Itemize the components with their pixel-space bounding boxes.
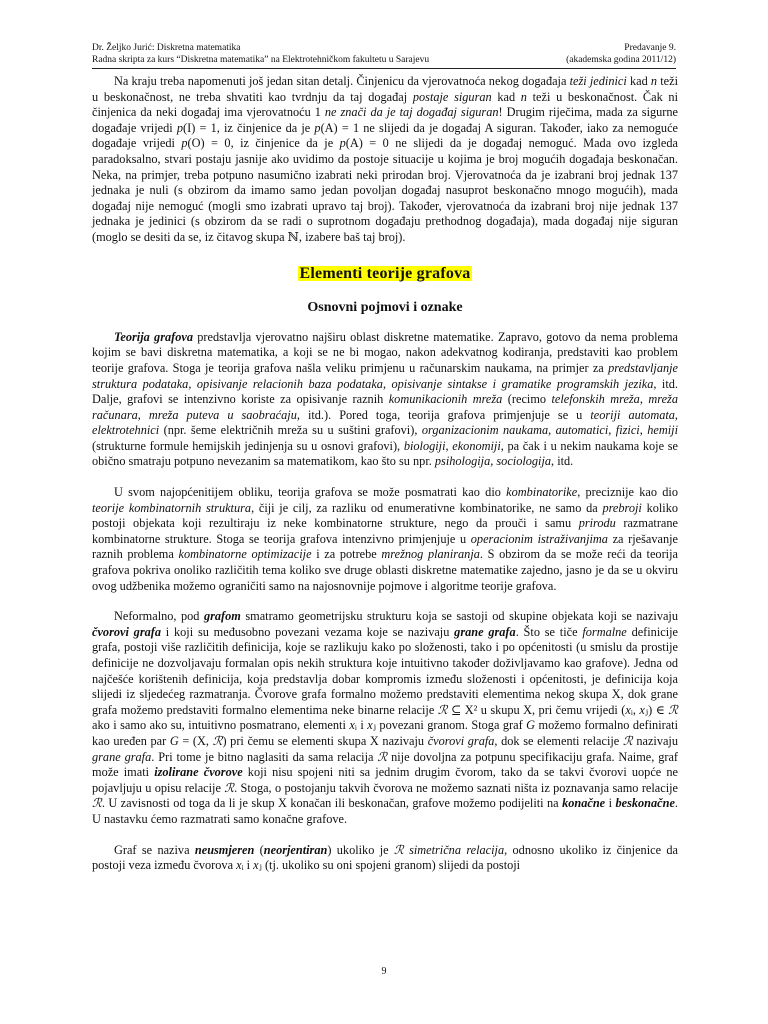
text-run: operacionim istraživanjima <box>470 531 608 546</box>
text-run: ⱼ povezani granom. Stoga graf <box>372 718 527 733</box>
text-run: , <box>445 438 453 453</box>
text-run: postaje siguran <box>412 89 492 104</box>
text-run: ⊆ X² u skupu X, pri čemu vrijedi ( <box>447 702 626 717</box>
text-run: automatici <box>555 423 609 438</box>
text-run: , <box>548 423 556 438</box>
text-run: (I) = 1, iz činjenice da je <box>183 120 315 135</box>
text-run: p <box>339 136 346 151</box>
text-run: , preciznije kao dio <box>577 485 678 500</box>
header-divider <box>92 68 676 69</box>
text-run: grane grafa <box>92 749 152 764</box>
text-run: prebroji <box>602 500 642 515</box>
text-run: predstavlja vjerovatno najširu oblast diskretne matematike. Zapravo, gotovo da nema problema kojim se bavi diskretna matematika, a koji se ne bi mogao, nakon adekvatnog kodiranja, predstaviti kao problem teorije grafova. Stoga je teorija grafova našla veliku primjenu u računarskim naukama, na primjer za <box>92 329 678 375</box>
text-run: hemiji <box>647 423 678 438</box>
text-run: ⱼ (tj. ukoliko su oni spojeni granom) slijedi da postoji <box>258 858 521 873</box>
text-run: koliko postoji objekata koji rezultiraju iz neke kombinatorne strukture, nego da prouči i samu <box>92 500 678 531</box>
text-run: . S obzirom da se može reći da teorija grafova pokriva onoliko različitih tema koliko sve druge oblasti diskretne matematike zajedno, jasno je da se u okviru ovog udžbenika možemo ograničiti samo na najosnovnije pojmove i algoritme teorije grafova. <box>92 547 678 593</box>
text-run: , <box>639 392 649 407</box>
text-run: , dok se elementi relacije <box>494 733 623 748</box>
text-run: (O) = 0, iz činjenice da je <box>187 136 340 151</box>
text-run: predstavljanje struktura podataka <box>92 360 678 391</box>
header-author-course: Dr. Željko Jurić: Diskretna matematika <box>92 43 241 53</box>
page-number: 9 <box>381 966 387 977</box>
text-run: ᵢ i <box>354 718 368 733</box>
header-lecture-number: Predavanje 9. <box>624 43 676 53</box>
text-run: , <box>674 407 678 422</box>
text-run: x <box>349 718 355 733</box>
text-run: mreža puteva u saobraćaju <box>148 407 297 422</box>
text-run: p <box>181 136 188 151</box>
text-run: ᵢ, <box>630 702 640 717</box>
text-run: ℛ <box>212 733 223 748</box>
text-run: ekonomiji <box>452 438 501 453</box>
text-run: i <box>605 796 616 811</box>
text-run: kombinatorike <box>506 485 578 500</box>
text-run: (npr. šeme električnih mreža su u suštini grafovi), <box>159 423 422 438</box>
text-run: Teorija grafova <box>114 329 193 344</box>
text-run: razmatrane kombinatorne strukture. Stoga se teorija grafova intenzivno primjenjuje u <box>92 516 678 546</box>
text-run: za rješavanje raznih problema <box>92 531 678 562</box>
header-right <box>566 42 676 66</box>
text-run: G <box>526 718 536 733</box>
text-run: opisivanje sintakse i gramatike programskih jezika <box>391 376 654 391</box>
text-run: x <box>625 702 631 717</box>
paragraph-undirected-graph <box>92 843 678 874</box>
text-run: elektrotehnici <box>92 423 160 438</box>
text-run: smatramo geometrijsku strukturu koja se sastoji od skupine objekata koji se nazivaju <box>240 609 678 624</box>
text-run: ℛ <box>668 702 678 717</box>
text-run: ℛ <box>437 702 448 717</box>
text-run: = (X, <box>178 733 213 748</box>
text-run: čvorovi grafa <box>92 624 161 639</box>
text-run: . Što se tiče <box>515 624 583 639</box>
text-run: , <box>608 423 616 438</box>
paragraph-combinatorics <box>92 485 678 594</box>
text-run: (recimo <box>502 392 552 407</box>
text-run: , <box>639 423 648 438</box>
text-run: prirodu <box>578 516 616 531</box>
text-run: . U zavisnosti od toga da li je skup X konačan ili beskonačan, grafove možemo podijeliti na <box>101 796 563 811</box>
text-run: telefonskih mreža <box>551 392 640 407</box>
text-run: definicije grafa, postoji više različitih definicija, koje se razlikuju kako po složenosti, tako i po općenitosti (u smislu da prostije definicije ne dozvoljavaju formalan opis nekih struktura koje intuitivno također doživljavamo kao grafove). Jedna od najčešće korištenih definicija, koja predstavlja dobar kompromis između složenosti i općenitosti, je definicija koja slijedi iz sljedećeg razmatranja. Čvorove grafa formalno možemo predstaviti elementima nekog skupa X, dok grane grafa možemo predstaviti formalno elementima neke binarne relacije <box>92 624 678 717</box>
text-run: (A) = 1 ne slijedi da je događaj A siguran. Također, iako za nemoguće događaje vrijedi <box>92 120 678 151</box>
text-run: biologiji <box>403 438 446 453</box>
text-run: n <box>520 89 527 104</box>
text-run: teži u beskonačnost, ne treba shvatiti kao tvrdnju da taj događaj <box>92 74 679 104</box>
text-run: Neformalno, pod <box>114 609 204 624</box>
section-title-wrap <box>92 266 678 283</box>
section-subtitle: Osnovni pojmovi i oznake <box>307 300 463 316</box>
text-run: neorjentiran <box>263 842 328 857</box>
text-run: mrežnog planiranja <box>381 547 480 562</box>
text-run: ! Drugim riječima, mada za sigurne događaje vrijedi <box>92 105 678 135</box>
text-run: grane grafa <box>454 624 516 639</box>
text-run: (strukturne formule hemijskih jedinjenja su u osnovi grafovi), <box>92 438 404 453</box>
text-run: , itd. <box>551 454 574 469</box>
text-run: i za potrebe <box>311 547 382 562</box>
text-run: neusmjeren <box>194 842 255 857</box>
header-left <box>92 42 429 66</box>
section-title: Elementi teorije grafova <box>299 264 471 282</box>
text-run: x <box>236 858 242 873</box>
text-run: , <box>382 376 392 391</box>
text-run: (A) = 0 ne slijedi da je događaj nemoguć. Mada ovo izgleda paradoksalno, stvari postaju jasnije ako uvidimo da postoje situacije u kojima je broj mogućih događaja beskonačan. Neka, na primjer, treba potpuno nasumično izabrati neki prirodan broj. Vjerovatnoća da je izabrani broj jednak 137 jednaka je nuli (s obzirom da imamo samo jedan povoljan događaj nasuprot beskonačno mnogo mogućih), mada događaj nije nemoguć (mogli smo izabrati upravo taj broj). Također, vjerovatnoća da izabrani broj nije jednak 137 jednaka je jedinici (s obzirom da se radi o suprotnom događaju prethodnog događaja), mada događaj nije siguran (moglo se desiti da se, iz čitavog skupa ℕ, izabere baš taj broj). <box>92 136 679 244</box>
text-run: ᵢ i <box>241 858 254 873</box>
text-run: formalne <box>582 624 627 639</box>
text-run: fizici <box>615 423 640 438</box>
page-content <box>92 74 678 874</box>
text-run: n <box>650 74 658 88</box>
text-run: , odnosno ukoliko iz činjenice da postoji veza između čvorova <box>92 842 678 873</box>
text-run: kad <box>491 89 521 104</box>
text-run: komunikacionih mreža <box>388 392 503 407</box>
text-run: . U nastavku ćemo razmatrati samo konačne grafove. <box>92 796 678 826</box>
text-run: ℛ <box>224 780 235 795</box>
text-run: G <box>169 733 179 748</box>
text-run: sociologija <box>496 454 552 469</box>
text-run: kombinatorne optimizacije <box>178 547 312 562</box>
text-run: ℛ <box>92 796 102 811</box>
text-run: p <box>314 120 321 135</box>
text-run: konačne <box>562 796 606 811</box>
text-run: ( <box>254 842 264 857</box>
text-run: Na kraju treba napomenuti još jedan sitan detalj. Činjenicu da vjerovatnoća nekog događaja <box>114 74 570 88</box>
text-run: nazivaju <box>632 733 678 748</box>
text-run: . Stoga, o postojanju takvih čvorova ne možemo saznati ništa iz poznavanja samo relacije <box>234 780 678 795</box>
text-run: x <box>367 718 373 733</box>
text-run: ℛ <box>377 749 388 764</box>
text-run: ℛ <box>622 733 633 748</box>
text-run: ℛ <box>393 842 404 857</box>
text-run: . Pri tome je bitno naglasiti da sama relacija <box>151 749 378 764</box>
text-run: teži jedinici <box>569 74 627 88</box>
text-run: ako i samo ako su, intuitivno posmatrano, elementi <box>92 718 350 733</box>
text-run: , <box>188 376 197 391</box>
header-academic-year: (akademska godina 2011/12) <box>566 55 676 65</box>
text-run: ) ukoliko je <box>327 842 394 857</box>
text-run: , pa čak i u nekim naukama koje se obično smatraju potpuno nevezanim sa matematikom, kao što su npr. <box>92 438 678 469</box>
text-run: kad <box>626 74 651 88</box>
text-run: možemo formalno definirati kao uređen par <box>92 718 678 748</box>
text-run: U svom najopćenitijem obliku, teorija grafova se može posmatrati kao dio <box>114 485 507 500</box>
text-run: koji nisu spojeni niti sa jednim drugim čvorom, tako da se takvi čvorovi uopće ne pojavljuju u opisu relacije <box>92 765 678 795</box>
text-run: ⱼ) ∈ <box>644 702 669 717</box>
paragraph-graph-theory-intro <box>92 330 678 470</box>
text-run: beskonačne <box>615 796 675 811</box>
text-run: simetrična relacija <box>409 842 505 857</box>
text-run: ne znači da je taj događaj siguran <box>324 105 499 120</box>
text-run: ) pri čemu se elementi skupa X nazivaju <box>222 733 428 748</box>
text-run: p <box>176 120 183 135</box>
text-run: nije dovoljna za potpunu specifikaciju grafa. Naime, graf može imati <box>92 749 678 780</box>
text-run: teoriji automata <box>590 407 675 422</box>
text-run: , <box>490 454 497 469</box>
text-run: psihologija <box>434 454 491 469</box>
text-run: organizacionim naukama <box>421 423 549 438</box>
text-run: , <box>137 407 149 422</box>
text-run: izolirane čvorove <box>154 765 243 780</box>
paragraph-probability-remark <box>92 74 678 246</box>
text-run: teži u beskonačnost. Čak ni činjenica da neki događaj ima vjerovatnoću 1 <box>92 89 678 120</box>
text-run: , čiji je cilj, za razliku od enumerativne kombinatorike, ne samo da <box>251 500 603 515</box>
text-run: čvorovi grafa <box>427 733 495 748</box>
text-run: x <box>253 858 259 873</box>
text-run: x <box>639 702 645 717</box>
text-run: grafom <box>203 609 241 624</box>
text-run: mreža računara <box>92 392 678 422</box>
text-run: i koji su međusobno povezani vezama koje se nazivaju <box>161 624 455 639</box>
header-script-description: Radna skripta za kurs “Diskretna matematika” na Elektrotehničkom fakultetu u Sarajevu <box>92 55 430 65</box>
text-run: teorije kombinatornih struktura <box>92 500 252 515</box>
text-run: opisivanje relacionih baza podataka <box>196 376 383 391</box>
paragraph-graph-definition <box>92 609 678 827</box>
text-run: , itd.). Pored toga, teorija grafova primjenjuje se u <box>296 407 591 422</box>
text-run: , itd. Dalje, grafovi se intenzivno koriste za opisivanje raznih <box>92 376 678 407</box>
text-run: Graf se naziva <box>114 842 195 857</box>
